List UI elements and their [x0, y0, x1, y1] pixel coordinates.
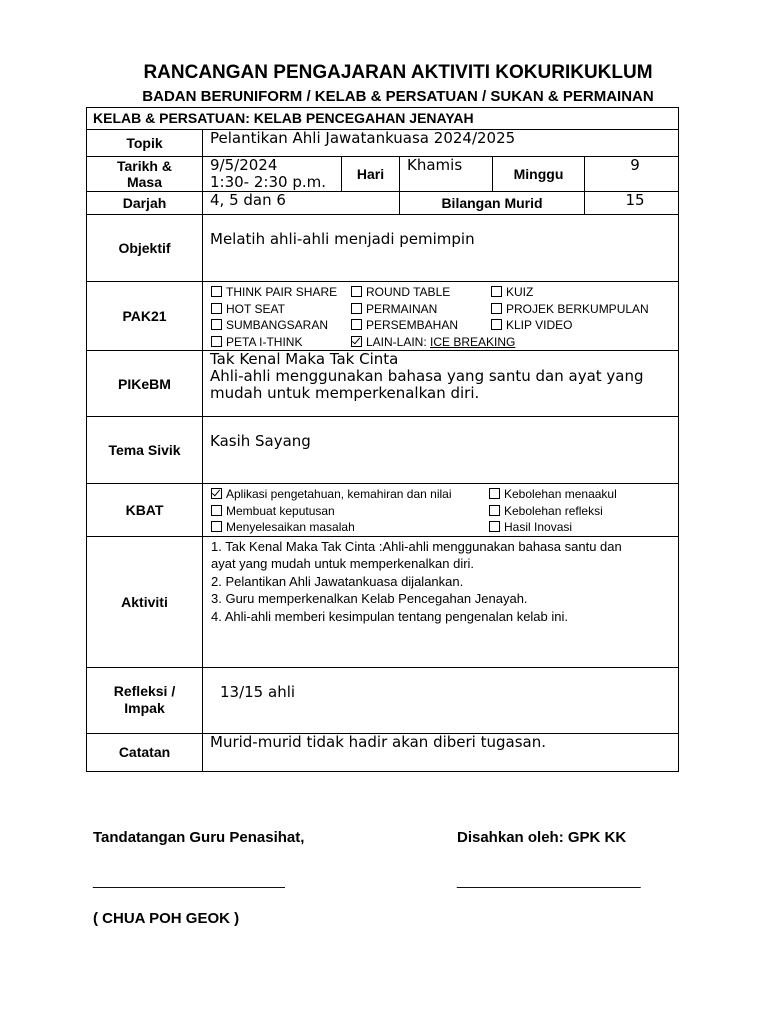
- bilangan-murid-value: 15: [585, 192, 679, 215]
- darjah-value: 4, 5 dan 6: [203, 192, 400, 215]
- kbat-options: [203, 484, 679, 537]
- pak21-option: KLIP VIDEO: [491, 317, 681, 334]
- checkbox-icon: [489, 505, 500, 516]
- checkbox-icon: [211, 303, 222, 314]
- kbat-option: Aplikasi pengetahuan, kemahiran dan nilai: [211, 486, 489, 503]
- pak21-option: KUIZ: [491, 284, 681, 301]
- hari-label: Hari: [342, 157, 400, 192]
- objektif-label: Objektif: [87, 215, 203, 282]
- document-title: RANCANGAN PENGAJARAN AKTIVITI KOKURIKUKLUM: [143, 62, 653, 83]
- aktiviti-list: [203, 536, 679, 667]
- document-subtitle: BADAN BERUNIFORM / KELAB & PERSATUAN / SUKAN & PERMAINAN: [142, 88, 654, 105]
- refleksi-label: Refleksi / Impak: [87, 667, 203, 733]
- checkbox-icon: [491, 303, 502, 314]
- checkbox-icon: [211, 286, 222, 297]
- gpk-signature-label: Disahkan oleh: GPK KK: [457, 829, 627, 846]
- kbat-option: Kebolehan refleksi: [489, 503, 669, 520]
- pak21-option: HOT SEAT: [211, 301, 351, 318]
- aktiviti-line: ayat yang mudah untuk memperkenalkan diri.: [211, 556, 475, 571]
- checkbox-icon: [489, 488, 500, 499]
- club-heading: KELAB & PERSATUAN: KELAB PENCEGAHAN JENAYAH: [87, 108, 679, 130]
- pak21-option: SUMBANGSARAN: [211, 317, 351, 334]
- objektif-value: Melatih ahli-ahli menjadi pemimpin: [203, 215, 679, 282]
- checkbox-icon: [351, 286, 362, 297]
- tema-sivik-label: Tema Sivik: [87, 417, 203, 484]
- lesson-plan-table: [86, 107, 679, 772]
- kbat-option: Hasil Inovasi: [489, 519, 669, 536]
- tarikh-value: 9/5/2024 1:30- 2:30 p.m.: [203, 157, 342, 192]
- checked-checkbox-icon: [351, 336, 362, 347]
- kbat-option: Menyelesaikan masalah: [211, 519, 489, 536]
- pak21-option-lain-lain: LAIN-LAIN: ICE BREAKING: [351, 334, 681, 351]
- checkbox-icon: [491, 319, 502, 330]
- checkbox-icon: [211, 521, 222, 532]
- pak21-option: PERSEMBAHAN: [351, 317, 491, 334]
- checkbox-icon: [351, 303, 362, 314]
- checkbox-icon: [489, 521, 500, 532]
- kbat-label: KBAT: [87, 484, 203, 537]
- pak21-option: THINK PAIR SHARE: [211, 284, 351, 301]
- aktiviti-label: Aktiviti: [87, 536, 203, 667]
- gpk-signature-line: ______________________: [457, 872, 641, 889]
- kbat-option: Membuat keputusan: [211, 503, 489, 520]
- checkbox-icon: [351, 319, 362, 330]
- pak21-options: [203, 282, 679, 351]
- checked-checkbox-icon: [211, 488, 222, 499]
- pikebm-value: Tak Kenal Maka Tak Cinta Ahli-ahli menggunakan bahasa yang santu dan ayat yang mudah untuk memperkenalkan diri.: [203, 351, 679, 417]
- darjah-label: Darjah: [87, 192, 203, 215]
- minggu-value: 9: [585, 157, 679, 192]
- aktiviti-line: 3. Guru memperkenalkan Kelab Pencegahan Jenayah.: [211, 591, 528, 606]
- guru-signature-label: Tandatangan Guru Penasihat,: [93, 829, 305, 846]
- pak21-option: ROUND TABLE: [351, 284, 491, 301]
- bilangan-murid-label: Bilangan Murid: [400, 192, 585, 215]
- topik-label: Topik: [87, 130, 203, 157]
- pak21-option: PETA I-THINK: [211, 334, 351, 351]
- aktiviti-line: 2. Pelantikan Ahli Jawatankuasa dijalankan.: [211, 573, 464, 589]
- checkbox-icon: [211, 336, 222, 347]
- minggu-label: Minggu: [493, 157, 585, 192]
- kbat-option: Kebolehan menaakul: [489, 486, 669, 503]
- topik-value: Pelantikan Ahli Jawatankuasa 2024/2025: [203, 130, 679, 157]
- catatan-value: Murid-murid tidak hadir akan diberi tugasan.: [203, 733, 679, 771]
- pak21-option: PERMAINAN: [351, 301, 491, 318]
- aktiviti-line: 4. Ahli-ahli memberi kesimpulan tentang pengenalan kelab ini.: [211, 608, 568, 624]
- tema-sivik-value: Kasih Sayang: [203, 417, 679, 484]
- checkbox-icon: [211, 505, 222, 516]
- catatan-label: Catatan: [87, 733, 203, 771]
- hari-value: Khamis: [400, 157, 493, 192]
- pak21-label: PAK21: [87, 282, 203, 351]
- checkbox-icon: [491, 286, 502, 297]
- aktiviti-line: 1. Tak Kenal Maka Tak Cinta :Ahli-ahli menggunakan bahasa santu dan: [211, 538, 622, 554]
- checkbox-icon: [211, 319, 222, 330]
- pikebm-label: PIKeBM: [87, 351, 203, 417]
- refleksi-value: 13/15 ahli: [203, 667, 679, 733]
- guru-name: ( CHUA POH GEOK ): [93, 910, 240, 927]
- pak21-option: PROJEK BERKUMPULAN: [491, 301, 681, 318]
- guru-signature-line: _______________________: [93, 872, 285, 889]
- tarikh-label: Tarikh & Masa: [87, 157, 203, 192]
